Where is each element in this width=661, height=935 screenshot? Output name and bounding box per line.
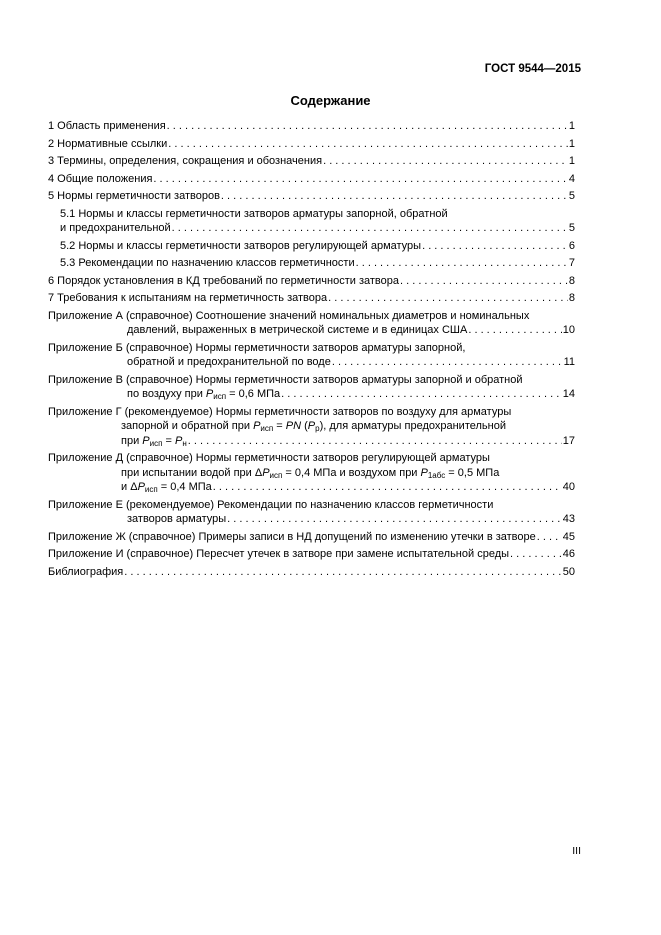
formula-text: и Δ	[121, 481, 138, 493]
toc-entry-appendix-e[interactable]	[48, 498, 575, 527]
toc-page-number: 1	[568, 120, 575, 132]
leader-dots	[332, 355, 563, 370]
toc-page-number: 4	[568, 172, 575, 185]
toc-page-number: 7	[568, 257, 575, 269]
toc-entry-title-line: Приложение Д (справочное) Нормы герметичности затворов регулирующей арматуры	[48, 452, 490, 464]
leader-dots	[188, 434, 562, 449]
toc-entry-title: 4 Общие положения	[48, 172, 153, 185]
subscript: исп	[213, 392, 227, 401]
toc-entry-appendix-g[interactable]	[48, 405, 575, 449]
formula-text: при	[121, 434, 143, 447]
nominal-pressure-symbol: PN	[285, 420, 302, 432]
subscript: исп	[149, 438, 163, 448]
toc-entry-title-line: Приложение В (справочное) Нормы герметичности затворов арматуры запорной и обратной	[48, 373, 523, 386]
pressure-symbol: P	[142, 434, 150, 447]
pressure-symbol: P	[253, 420, 261, 432]
toc-entry-7[interactable]	[48, 291, 575, 306]
pressure-symbol: P	[420, 466, 428, 479]
formula-text: ), для арматуры предохранительной	[319, 420, 506, 432]
leader-dots	[356, 256, 568, 271]
toc-page-number: 50	[562, 565, 575, 578]
leader-dots	[153, 172, 567, 187]
toc-page-number: 8	[568, 274, 575, 287]
leader-dots	[328, 291, 568, 306]
toc-entry-2[interactable]	[48, 137, 575, 152]
toc-entry-6[interactable]	[48, 274, 575, 289]
toc-page-number: 46	[562, 548, 575, 560]
leader-dots	[510, 547, 562, 562]
formula-text: (	[301, 420, 308, 432]
subscript: исп	[269, 470, 283, 480]
toc-entry-title: 5 Нормы герметичности затворов	[48, 190, 220, 202]
subscript: исп	[260, 424, 274, 433]
toc-entry-5-1[interactable]	[48, 207, 575, 236]
leader-dots	[422, 239, 568, 254]
formula-text: запорной и обратной при	[121, 420, 254, 432]
toc-entry-5-3[interactable]	[48, 256, 575, 271]
toc-entry-title: 1 Область применения	[48, 120, 166, 132]
leader-dots	[537, 530, 562, 545]
pressure-symbol: P	[205, 388, 214, 400]
toc-page-number: 8	[568, 292, 575, 304]
toc-entry-title-line: Приложение Б (справочное) Нормы герметичности затворов арматуры запорной,	[48, 341, 466, 354]
toc-entry-title: 5.3 Рекомендации по назначению классов герметичности	[60, 257, 355, 269]
leader-dots	[167, 119, 568, 134]
subscript: н	[182, 438, 187, 448]
table-of-contents	[48, 119, 575, 582]
toc-entry-5-2[interactable]	[48, 239, 575, 254]
pressure-symbol: P	[307, 420, 316, 432]
toc-entry-title: давлений, выраженных в метрической системе и в единицах США	[127, 324, 468, 336]
toc-page-number: 40	[562, 481, 575, 493]
toc-entry-appendix-v[interactable]	[48, 373, 575, 402]
toc-entry-appendix-d[interactable]	[48, 451, 575, 495]
toc-entry-1[interactable]	[48, 119, 575, 134]
toc-page-number: 1	[568, 137, 575, 150]
toc-entry-formula	[48, 419, 575, 434]
toc-entry-title-line: 5.1 Нормы и классы герметичности затворов арматуры запорной, обратной	[60, 207, 448, 220]
toc-entry-3[interactable]	[48, 154, 575, 169]
toc-entry-formula	[48, 466, 575, 481]
formula-text: при испытании водой при Δ	[121, 466, 263, 479]
leader-dots	[221, 189, 568, 204]
pressure-symbol: P	[262, 466, 270, 479]
leader-dots	[168, 137, 568, 152]
toc-page-number: 5	[568, 190, 575, 202]
formula-text: =	[162, 434, 175, 447]
toc-page-number: 6	[568, 239, 575, 252]
pressure-symbol: P	[137, 481, 145, 493]
formula-text: по воздуху при	[127, 388, 206, 400]
toc-entry-title: 3 Термины, определения, сокращения и обозначения	[48, 155, 323, 167]
subscript: р	[315, 424, 320, 433]
toc-page-number: 5	[568, 222, 575, 234]
toc-entry-title: 2 Нормативные ссылки	[48, 137, 168, 150]
subscript: 1абс	[427, 470, 446, 480]
leader-dots	[468, 323, 561, 338]
leader-dots	[281, 387, 562, 402]
toc-page-number: 11	[563, 356, 575, 368]
toc-page-number: 14	[562, 388, 575, 400]
standard-number: ГОСТ 9544—2015	[484, 63, 581, 75]
leader-dots	[213, 480, 562, 495]
formula-text: = 0,4 МПа	[157, 481, 212, 493]
toc-entry-title-line: Приложение Г (рекомендуемое) Нормы герметичности затворов по воздуху для арматуры	[48, 405, 512, 418]
subscript: исп	[144, 485, 158, 494]
pressure-symbol: P	[174, 434, 183, 447]
leader-dots	[172, 221, 568, 236]
toc-entry-appendix-zh[interactable]	[48, 530, 575, 545]
toc-entry-title: затворов арматуры	[127, 513, 227, 525]
toc-entry-title: Приложение Ж (справочное) Примеры записи в НД допущений по изменению утечки в затворе	[48, 530, 536, 543]
toc-entry-title: 7 Требования к испытаниям на герметичность затвора	[48, 292, 328, 304]
leader-dots	[124, 565, 562, 580]
toc-entry-title: 6 Порядок установления в КД требований по герметичности затвора	[48, 274, 399, 287]
toc-entry-title-line: Приложение Е (рекомендуемое) Рекомендации по назначению классов герметичности	[48, 498, 494, 511]
toc-entry-formula	[127, 387, 280, 402]
leader-dots	[400, 274, 568, 289]
formula-text: = 0,6 МПа	[226, 388, 281, 400]
toc-entry-title: 5.2 Нормы и классы герметичности затворов регулирующей арматуры	[60, 239, 422, 252]
page-number: III	[572, 845, 581, 857]
toc-page-number: 45	[562, 530, 575, 543]
toc-entry-title-line: Приложение А (справочное) Соотношение значений номинальных диаметров и номинальных	[48, 309, 530, 322]
formula-text: =	[273, 420, 286, 432]
toc-entry-appendix-i[interactable]	[48, 547, 575, 562]
toc-page-number: 1	[568, 155, 575, 167]
toc-page-number: 43	[562, 513, 575, 525]
toc-entry-bibliography[interactable]	[48, 565, 575, 580]
leader-dots	[227, 512, 562, 527]
toc-entry-formula	[121, 480, 212, 495]
formula-text: = 0,4 МПа и воздухом при	[282, 466, 421, 479]
toc-entry-appendix-b[interactable]	[48, 341, 575, 370]
toc-entry-title: Библиография	[48, 565, 124, 578]
toc-entry-title: Приложение И (справочное) Пересчет утечек в затворе при замене испытательной среды	[48, 548, 510, 560]
toc-page-number: 17	[562, 434, 575, 447]
toc-entry-appendix-a[interactable]	[48, 309, 575, 338]
toc-page-number: 10	[562, 324, 575, 336]
page-title: Содержание	[290, 93, 371, 108]
toc-entry-5[interactable]	[48, 189, 575, 204]
leader-dots	[323, 154, 568, 169]
toc-entry-title: и предохранительной	[60, 222, 171, 234]
toc-entry-formula	[121, 434, 187, 449]
formula-text: = 0,5 МПа	[445, 466, 500, 479]
toc-entry-4[interactable]	[48, 172, 575, 187]
toc-entry-title: обратной и предохранительной по воде	[127, 356, 331, 368]
